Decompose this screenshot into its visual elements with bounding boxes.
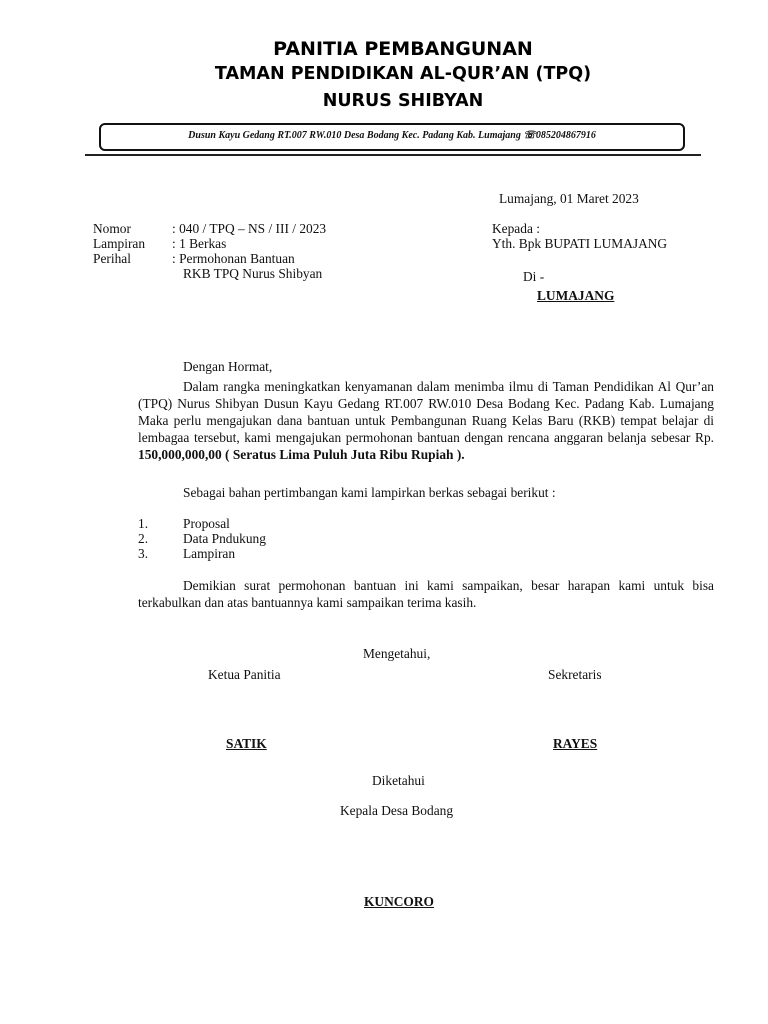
body-paragraph-2: Sebagai bahan pertimbangan kami lampirkan berkas sebagai berikut : bbox=[183, 485, 556, 500]
recipient-di: Di - bbox=[523, 269, 545, 284]
lampiran-label: Lampiran bbox=[93, 236, 146, 251]
list-item-number: 3. bbox=[138, 546, 149, 561]
list-item-number: 2. bbox=[138, 531, 149, 546]
perihal-value: : Permohonan Bantuan bbox=[172, 251, 295, 266]
letter-date: Lumajang, 01 Maret 2023 bbox=[499, 191, 639, 206]
letterhead-divider bbox=[85, 154, 701, 156]
budget-amount: 150,000,000,00 ( Seratus Lima Puluh Juta Ribu Rupiah ). bbox=[138, 447, 465, 462]
ketua-name: SATIK bbox=[226, 736, 267, 751]
greeting: Dengan Hormat, bbox=[183, 359, 273, 374]
recipient-kepada: Kepada : bbox=[492, 221, 540, 236]
sekretaris-title: Sekretaris bbox=[548, 667, 602, 682]
diketahui-label: Diketahui bbox=[372, 773, 425, 788]
perihal-value-cont: RKB TPQ Nurus Shibyan bbox=[183, 266, 323, 281]
kepala-desa-name: KUNCORO bbox=[364, 894, 434, 909]
letterhead-title: PANITIA PEMBANGUNAN bbox=[273, 38, 533, 60]
list-item: Lampiran bbox=[183, 546, 236, 561]
kepala-desa-title: Kepala Desa Bodang bbox=[340, 803, 454, 818]
body-paragraph-1-text: Dalam rangka meningkatkan kenyamanan dalam menimba ilmu di Taman Pendidikan Al Qur’an (TPQ) Nurus Shibyan Dusun Kayu Gedang RT.007 RW.010 Desa Bodang Kec. Padang Kab. Lumajang Maka perlu mengajukan dana bantuan untuk Pembangunan Ruang Kelas Baru (RKB) tempat belajar di lembagaa tersebut, kami mengajukan permohonan bantuan dengan rencana anggaran belanja sebesar Rp. bbox=[138, 379, 714, 445]
closing-paragraph: Demikian surat permohonan bantuan ini kami sampaikan, besar harapan kami untuk bisa terkabulkan dan atas bantuannya kami sampaikan terima kasih. bbox=[138, 578, 714, 610]
nomor-value: : 040 / TPQ – NS / III / 2023 bbox=[172, 221, 327, 236]
list-item-number: 1. bbox=[138, 516, 149, 531]
list-item: Data Pndukung bbox=[183, 531, 266, 546]
address-text: Dusun Kayu Gedang RT.007 RW.010 Desa Bodang Kec. Padang Kab. Lumajang ☏085204867916 bbox=[188, 130, 596, 141]
body-paragraph-1 bbox=[138, 378, 714, 463]
lampiran-value: : 1 Berkas bbox=[172, 236, 227, 251]
letterhead-subtitle: TAMAN PENDIDIKAN AL-QUR’AN (TPQ) bbox=[214, 64, 592, 84]
mengetahui-label: Mengetahui, bbox=[363, 646, 431, 661]
letterhead-org-name: NURUS SHIBYAN bbox=[322, 91, 484, 111]
nomor-label: Nomor bbox=[93, 221, 131, 236]
ketua-title: Ketua Panitia bbox=[208, 667, 281, 682]
recipient-city: LUMAJANG bbox=[537, 288, 615, 303]
recipient-name: Yth. Bpk BUPATI LUMAJANG bbox=[492, 236, 668, 251]
perihal-label: Perihal bbox=[93, 251, 131, 266]
sekretaris-name: RAYES bbox=[553, 736, 598, 751]
list-item: Proposal bbox=[183, 516, 230, 531]
